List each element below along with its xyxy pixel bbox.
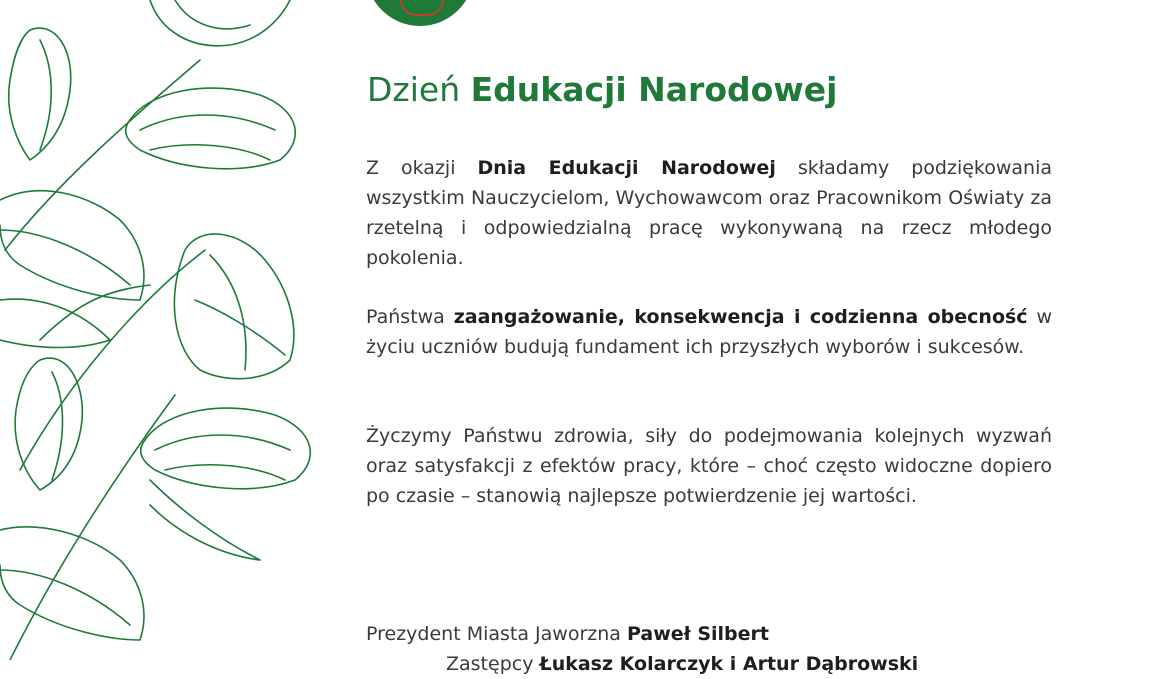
- paragraph-wishes: [366, 421, 1052, 511]
- tulip-flower: [140, 115, 275, 130]
- tulip-flower: [40, 40, 51, 150]
- tulip-leaf: [0, 570, 130, 625]
- paragraph-emphasis: zaangażowanie, konsekwencja i codzienna obecność: [453, 306, 1028, 328]
- tulip-leaf: [0, 230, 130, 285]
- tulip-leaf: [150, 480, 260, 560]
- city-emblem: [366, 0, 474, 26]
- stem: [20, 250, 205, 470]
- signature-name: Łukasz Kolarczyk i Artur Dąbrowski: [539, 653, 919, 675]
- tulip-flower: [155, 435, 290, 450]
- tulip-leaf: [0, 191, 144, 300]
- tulip-flower: [165, 465, 285, 480]
- signature-deputies: [446, 649, 918, 679]
- paragraph-text: Życzymy Państwu zdrowia, siły do podejmowania kolejnych wyzwań oraz satysfakcji z efektów pracy, które – choć często widoczne dopiero po czasie – stanowią najlepsze potwierdzenie jej wartości.: [366, 425, 1052, 507]
- tulip-flower: [210, 255, 246, 370]
- tulip-leaf: [0, 299, 110, 347]
- tulip-leaf: [0, 527, 144, 640]
- stem: [5, 60, 200, 250]
- signature-role: Prezydent Miasta Jaworzna: [366, 623, 627, 645]
- signature-name: Paweł Silbert: [626, 623, 769, 645]
- paragraph-text: Państwa: [366, 306, 454, 328]
- tulip-illustration: [0, 0, 330, 660]
- signature-president: [366, 619, 769, 649]
- paragraph-engagement: [366, 302, 1052, 362]
- signature-role: Zastępcy: [446, 653, 540, 675]
- tulip-flower: [150, 0, 290, 46]
- tulip-flower: [52, 372, 63, 480]
- tulip-flower: [174, 234, 293, 379]
- tulip-flower: [175, 0, 250, 29]
- tulip-flower: [9, 28, 71, 160]
- tulip-flower: [150, 145, 270, 160]
- page-title: [367, 66, 837, 114]
- stem: [40, 285, 150, 340]
- tulip-flower: [15, 358, 82, 490]
- title-light: Dzień: [367, 70, 471, 109]
- paragraph-thanks: [366, 153, 1052, 273]
- paragraph-text: składamy podziękowania wszystkim Nauczycielom, Wychowawcom oraz Pracownikom Oświaty za rzetelną i odpowiedzialną pracę wykonywaną na rzecz młodego pokolenia.: [366, 157, 1053, 269]
- title-bold: Edukacji Narodowej: [470, 70, 838, 109]
- paragraph-text: w życiu uczniów budują fundament ich przyszłych wyborów i sukcesów.: [366, 306, 1052, 358]
- paragraph-text: Z okazji: [366, 157, 478, 179]
- paragraph-emphasis: Dnia Edukacji Narodowej: [477, 157, 776, 179]
